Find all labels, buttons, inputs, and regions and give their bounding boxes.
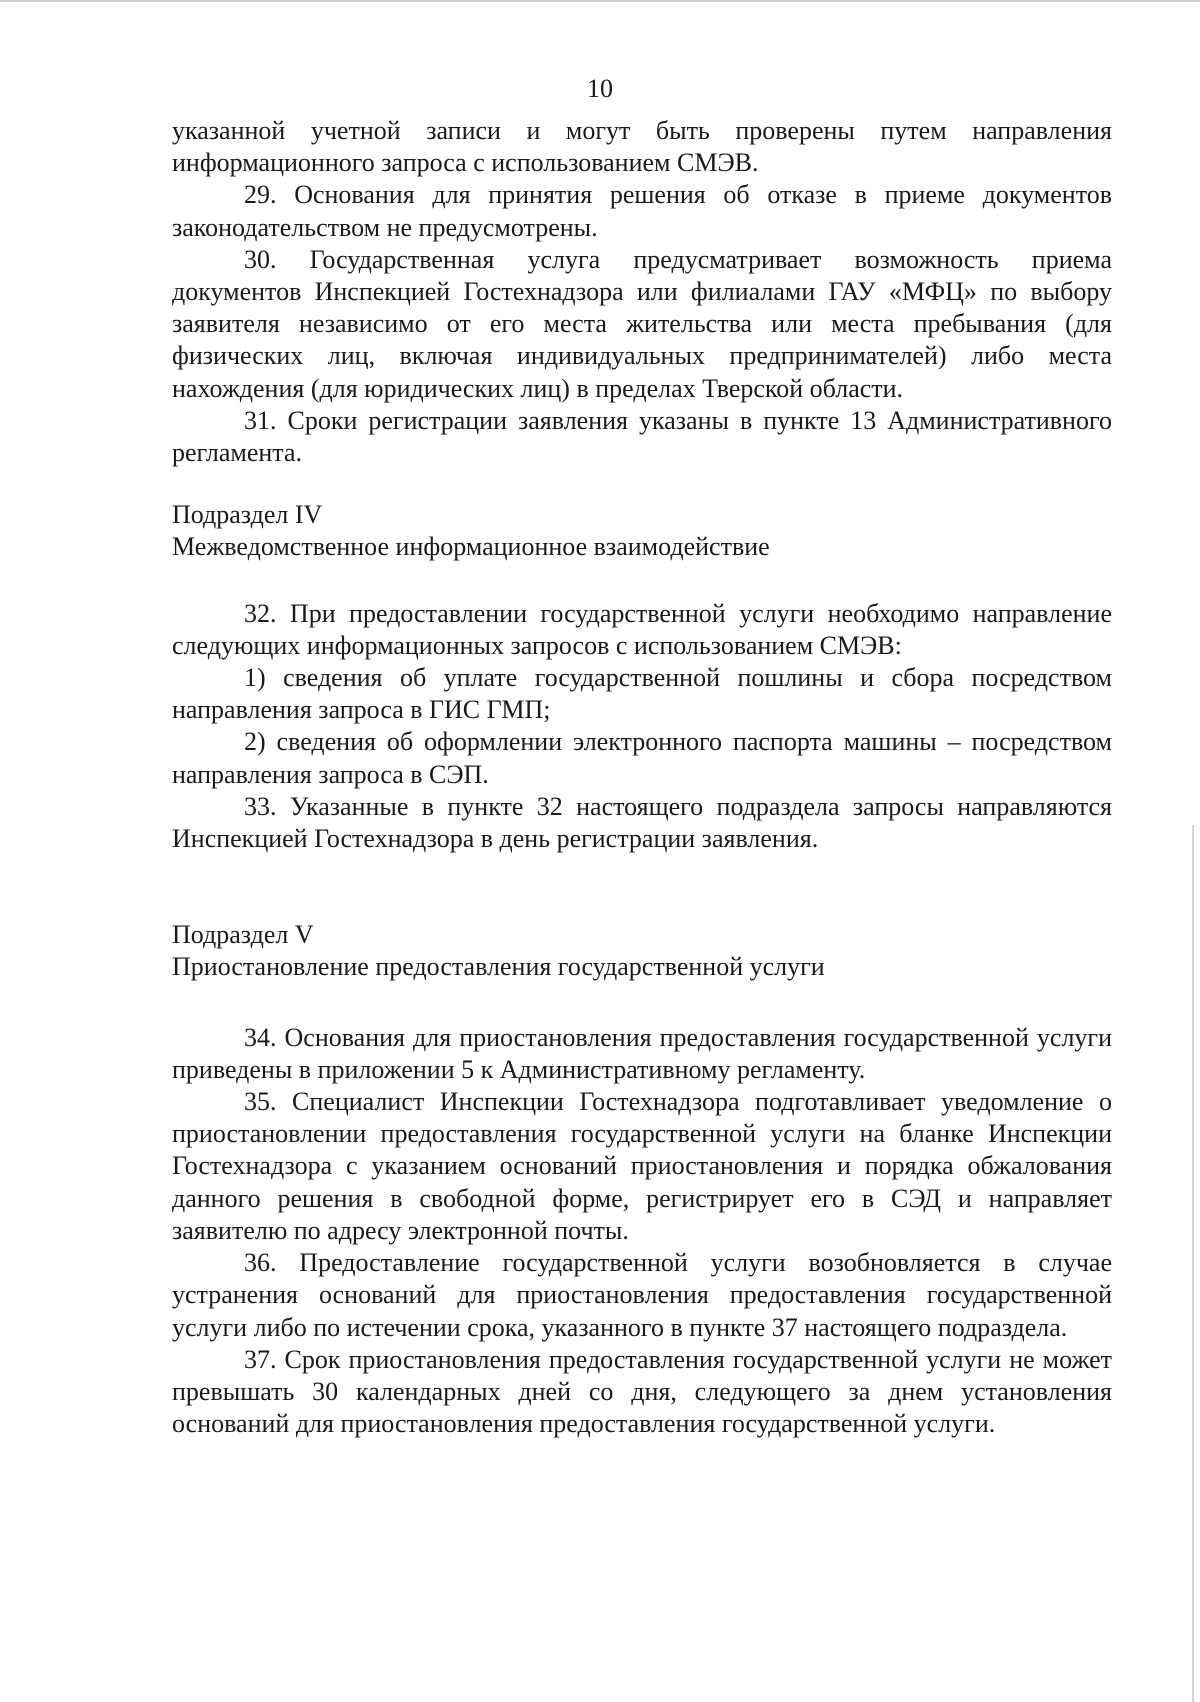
paragraph-31: 31. Сроки регистрации заявления указаны в пункте 13 Административного регламента. [172,405,1112,468]
paragraph-30: 30. Государственная услуга предусматривает возможность приема документов Инспекцией Гостехнадзора или филиалами ГАУ «МФЦ» по выбору заявителя независимо от его места жительства или места пребывания (для физических лиц, включая индивидуальных предпринимателей) либо места нахождения (для юридических лиц) в пределах Тверской области. [172,244,1112,403]
spacer [172,469,1112,499]
document-body [172,115,1112,1440]
paragraph-32-item-1: 1) сведения об уплате государственной пошлины и сбора посредством направления запроса в ГИС ГМП; [172,663,1112,725]
spacer [172,564,1112,598]
scan-edge-top [0,0,1200,2]
paragraph-37: 37. Срок приостановления предоставления государственной услуги не может превышать 30 календарных дней со дня, следующего за днем установления оснований для приостановления предоставления государственной услуги. [172,1344,1112,1439]
paragraph-35: 35. Специалист Инспекции Гостехнадзора подготавливает уведомление о приостановлении предоставления государственной услуги на бланке Инспекции Гостехнадзора с указанием оснований приостановления и порядка обжалования данного решения в свободной форме, регистрирует его в СЭД и направляет заявителю по адресу электронной почты. [172,1087,1112,1245]
paragraph-34: 34. Основания для приостановления предоставления государственной услуги приведены в приложении 5 к Административному регламенту. [172,1022,1112,1084]
paragraph-29: 29. Основания для принятия решения об отказе в приеме документов законодательством не предусмотрены. [172,180,1112,242]
paragraph-33: 33. Указанные в пункте 32 настоящего подраздела запросы направляются Инспекцией Гостехнадзора в день регистрации заявления. [172,791,1112,854]
spacer [172,855,1112,919]
section-v-title: Приостановление предоставления государственной услуги [172,952,825,982]
paragraph-32-item-2: 2) сведения об оформлении электронного паспорта машины – посредством направления запроса в СЭП. [172,727,1112,789]
section-iv-title: Межведомственное информационное взаимодействие [172,532,770,562]
spacer [172,984,1112,1022]
scan-edge-right [1192,825,1194,1702]
paragraph-36: 36. Предоставление государственной услуги возобновляется в случае устранения оснований для приостановления предоставления государственной услуги либо по истечении срока, указанного в пункте 37 настоящего подраздела. [172,1248,1112,1342]
paragraph-continuation: указанной учетной записи и могут быть проверены путем направления информационного запроса с использованием СМЭВ. [172,116,1112,178]
section-iv-label: Подраздел IV [172,500,323,530]
paragraph-32: 32. При предоставлении государственной услуги необходимо направление следующих информационных запросов с использованием СМЭВ: [172,598,1112,660]
section-v-label: Подраздел V [172,920,314,950]
page-number: 10 [587,74,613,103]
